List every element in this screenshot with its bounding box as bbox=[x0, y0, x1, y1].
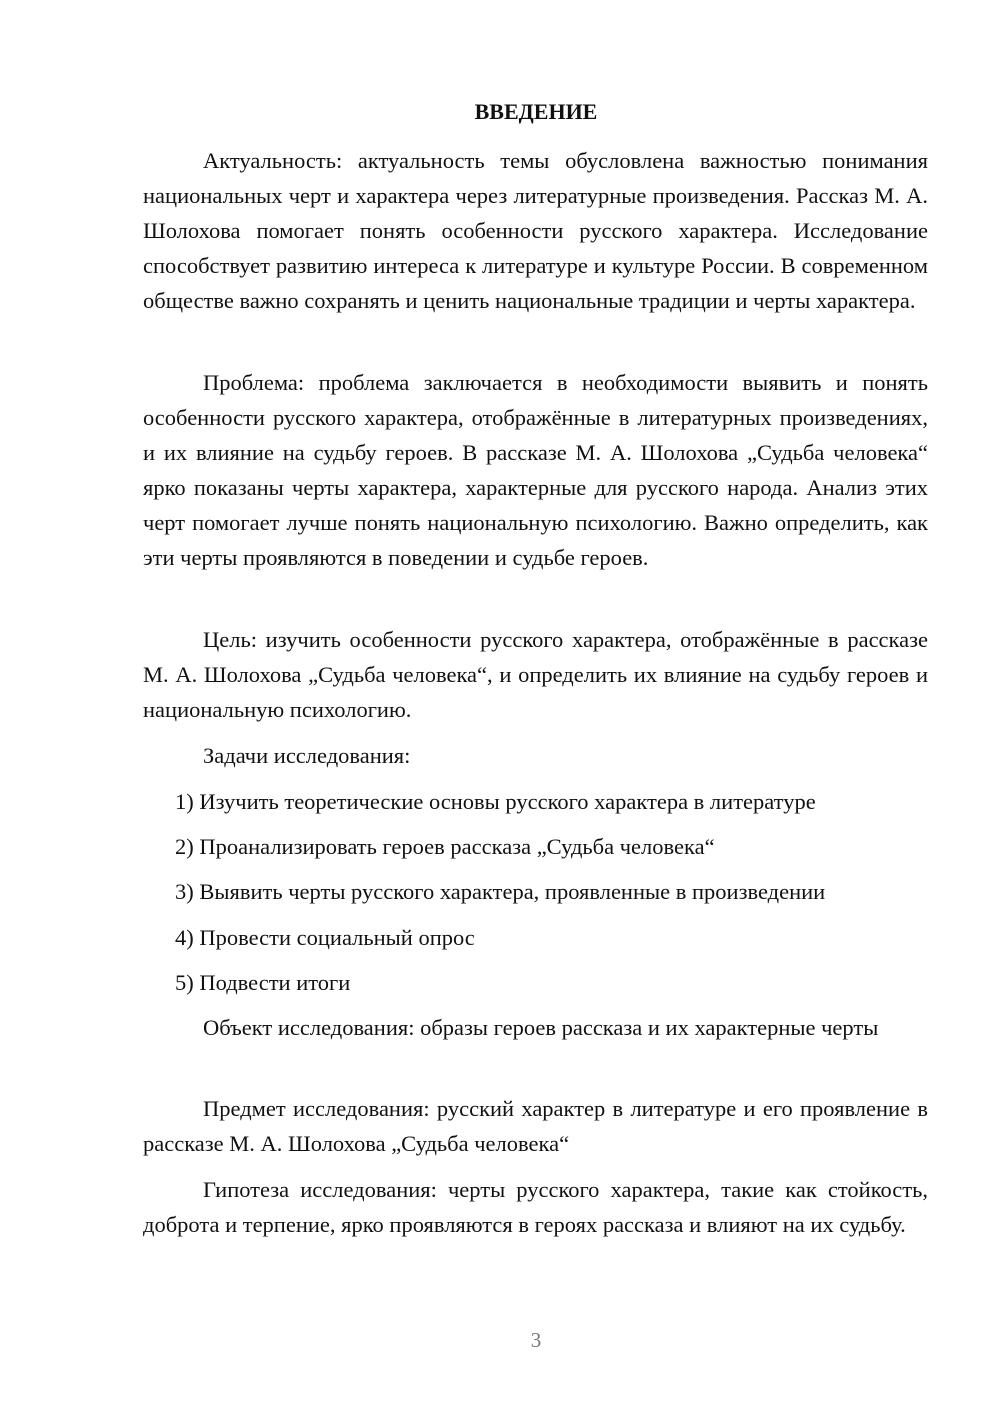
section-heading: ВВЕДЕНИЕ bbox=[474, 99, 598, 124]
task-item-3: 3) Выявить черты русского характера, проявленные в произведении bbox=[175, 879, 826, 904]
task-item-5: 5) Подвести итоги bbox=[175, 970, 351, 995]
task-item-4: 4) Провести социальный опрос bbox=[175, 925, 475, 950]
relevance-paragraph: Актуальность: актуальность темы обусловлена важностью понимания национальных черт и характера через литературные произведения. Рассказ М. А. Шолохова помогает понять особенности русского характера. Исследование способствует развитию интереса к литературе и культуре России. В современном обществе важно сохранять и ценить национальные традиции и черты характера. bbox=[143, 148, 928, 313]
task-item-1: 1) Изучить теоретические основы русского характера в литературе bbox=[175, 789, 816, 814]
hypothesis-paragraph: Гипотеза исследования: черты русского характера, такие как стойкость, доброта и терпение, ярко проявляются в героях рассказа и влияют на их судьбу. bbox=[143, 1177, 928, 1237]
object-paragraph: Объект исследования: образы героев рассказа и их характерные черты bbox=[203, 1015, 879, 1040]
problem-paragraph: Проблема: проблема заключается в необходимости выявить и понять особенности русского характера, отображённые в литературных произведениях, и их влияние на судьбу героев. В рассказе М. А. Шолохова „Судьба человека“ ярко показаны черты характера, характерные для русского народа. Анализ этих черт помогает лучше понять национальную психологию. Важно определить, как эти черты проявляются в поведении и судьбе героев. bbox=[143, 370, 928, 570]
goal-paragraph: Цель: изучить особенности русского характера, отображённые в рассказе М. А. Шолохова „Судьба человека“, и определить их влияние на судьбу героев и национальную психологию. bbox=[143, 627, 928, 722]
subject-paragraph: Предмет исследования: русский характер в литературе и его проявление в рассказе М. А. Шолохова „Судьба человека“ bbox=[143, 1096, 928, 1156]
tasks-heading: Задачи исследования: bbox=[203, 743, 411, 768]
task-item-2: 2) Проанализировать героев рассказа „Судьба человека“ bbox=[175, 834, 715, 859]
page-number: 3 bbox=[530, 1328, 542, 1352]
